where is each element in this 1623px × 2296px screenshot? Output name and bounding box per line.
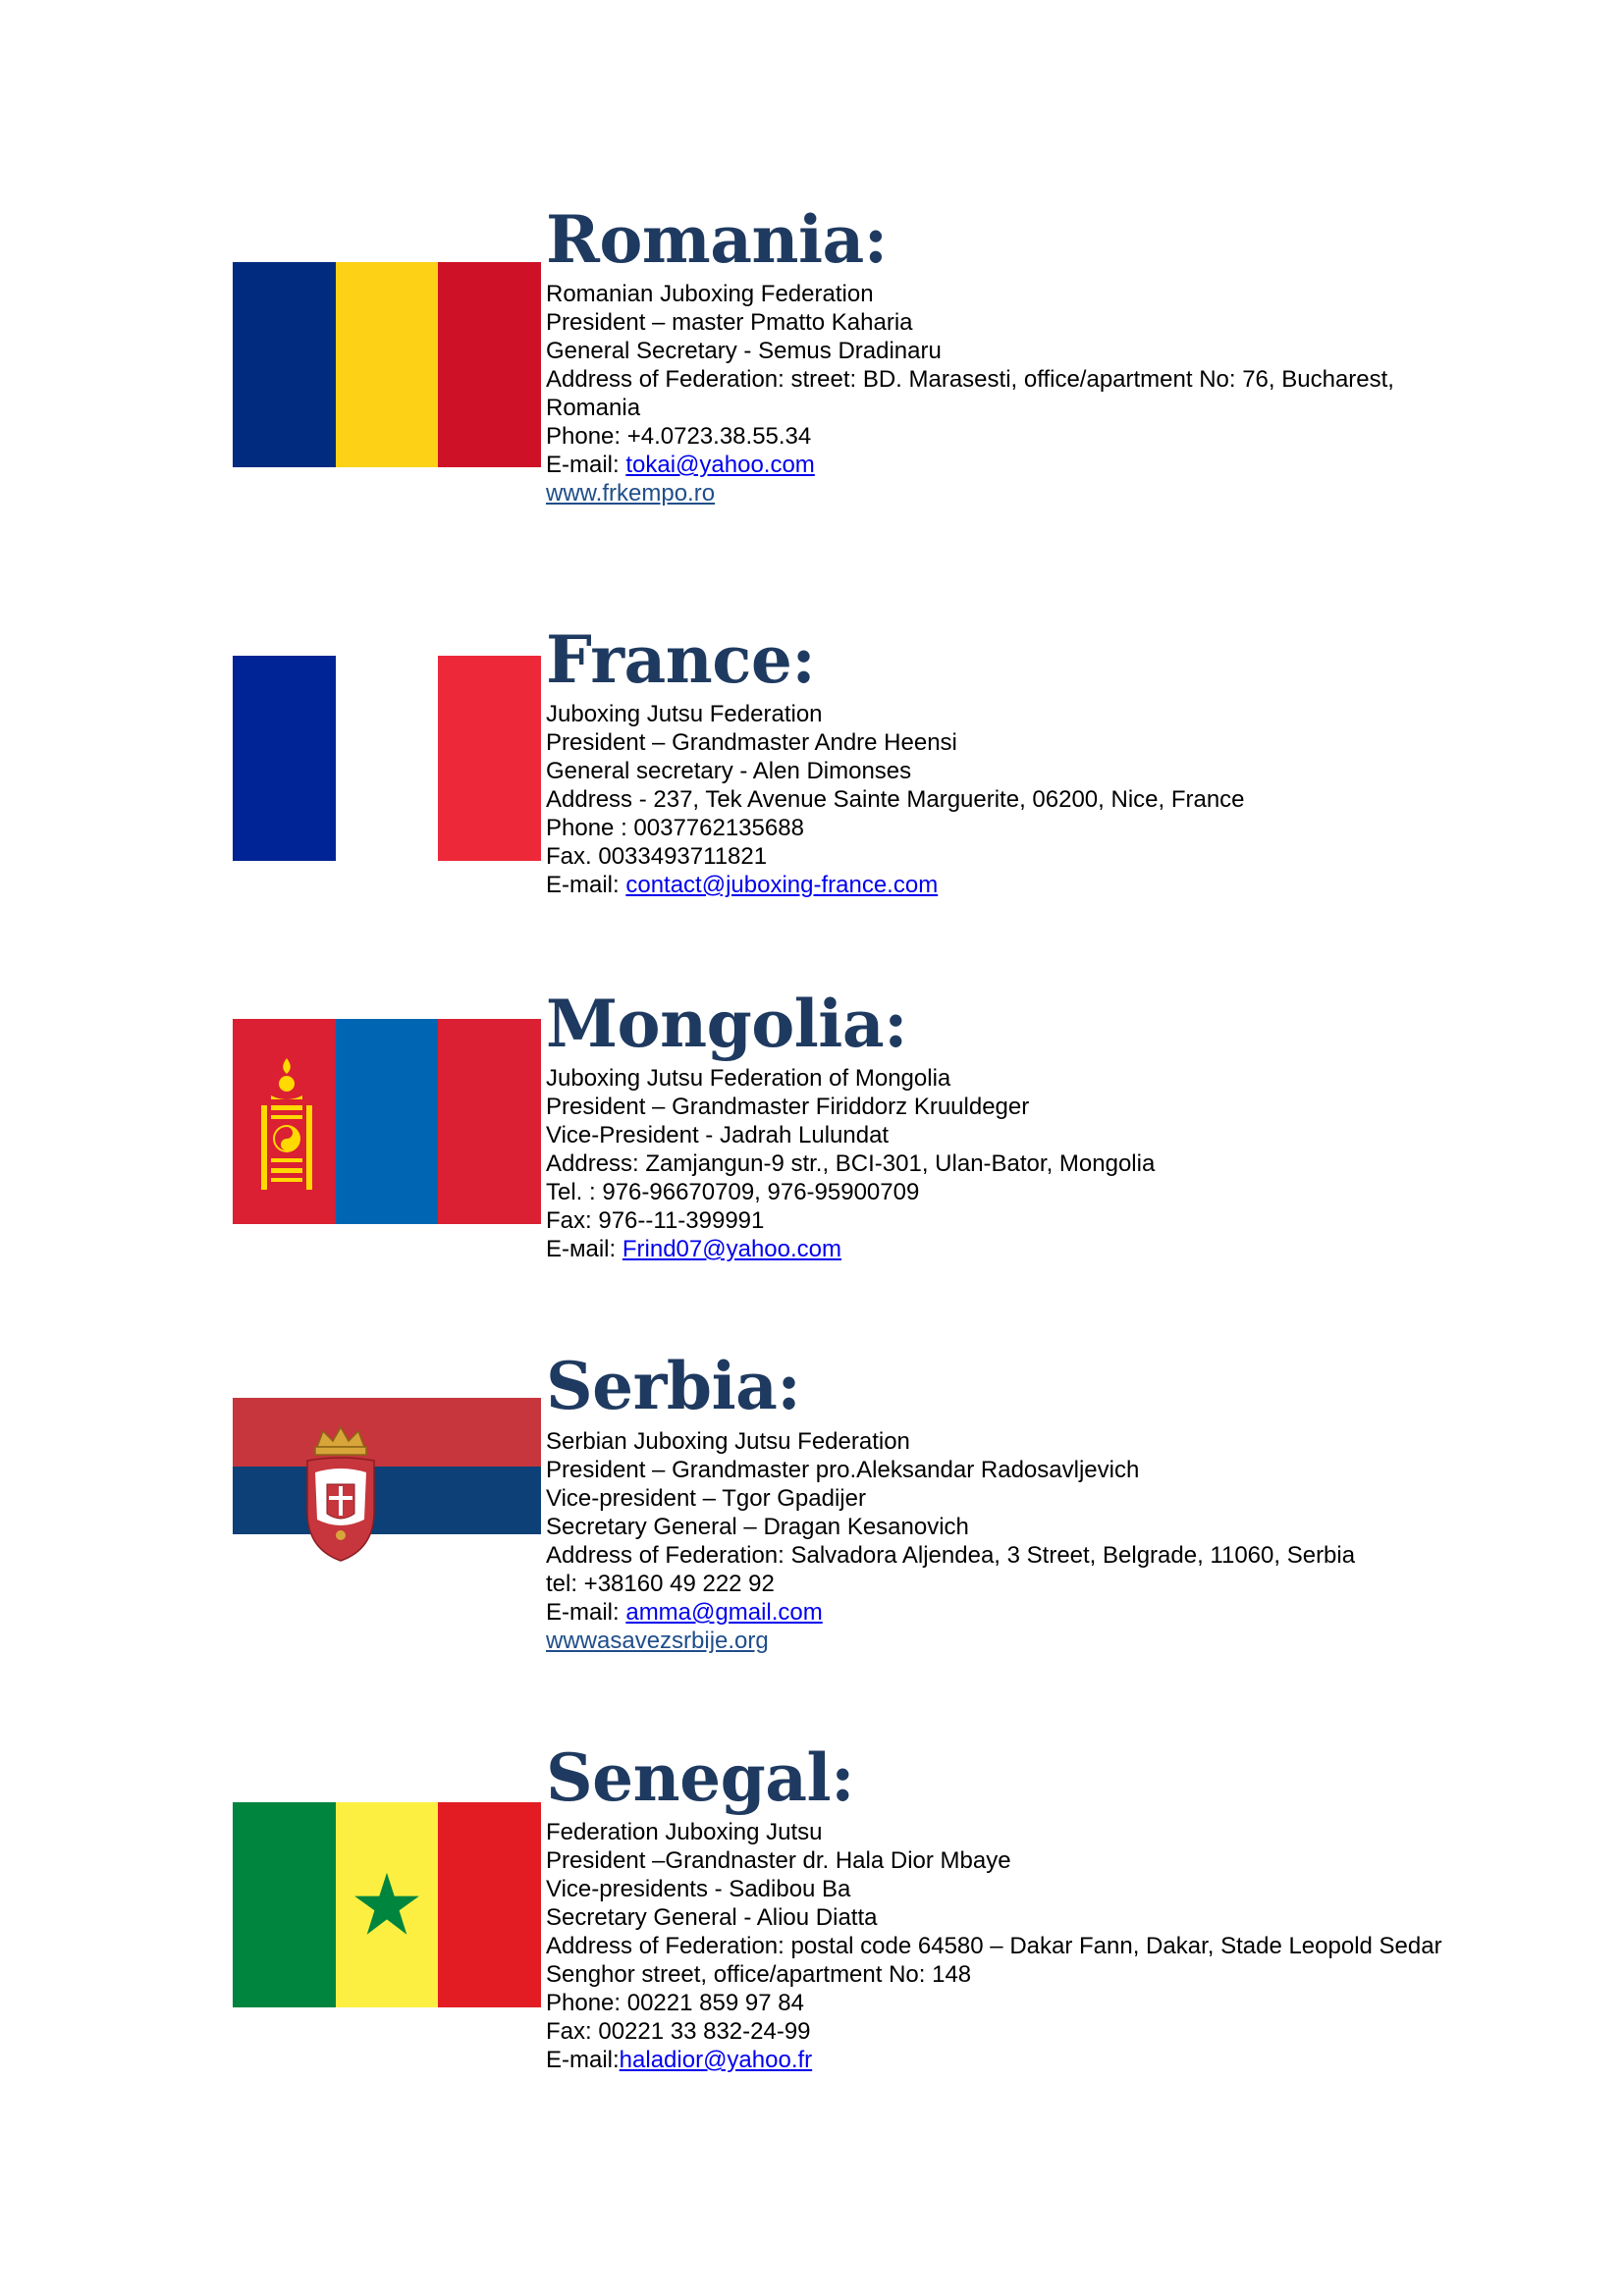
flag-stripe	[336, 262, 439, 467]
senegal-flag-icon	[233, 1802, 541, 2007]
mongolia-flag-icon	[233, 1019, 541, 1224]
detail-line: Tel. : 976-96670709, 976-95900709	[546, 1179, 920, 1205]
flag-stripe	[438, 262, 541, 467]
flag-stripe	[233, 262, 336, 467]
email-link[interactable]: amma@gmail.com	[625, 1599, 823, 1626]
country-heading: Mongolia:	[546, 986, 908, 1062]
detail-line: Phone: 00221 859 97 84	[546, 1990, 804, 2016]
federation-details	[546, 280, 1528, 507]
flag-stripe	[438, 1019, 541, 1224]
email-label: E-mail:	[546, 2047, 620, 2073]
email-label: E-mail:	[546, 1599, 626, 1626]
serbia-flag-icon	[233, 1398, 541, 1603]
detail-line: Address of Federation: Salvadora Aljendea, 3 Street, Belgrade, 11060, Serbia	[546, 1542, 1356, 1569]
detail-line: Secretary General - Aliou Diatta	[546, 1904, 878, 1931]
flag-stripe	[438, 1802, 541, 2007]
country-heading: Senegal:	[546, 1739, 854, 1816]
email-link[interactable]: Frind07@yahoo.com	[622, 1236, 841, 1262]
detail-line: Juboxing Jutsu Federation of Mongolia	[546, 1065, 951, 1092]
flag-stripe	[233, 1467, 541, 1535]
detail-line: Address of Federation: street: BD. Marasesti, office/apartment No: 76, Bucharest, Romania	[546, 366, 1394, 421]
detail-line: President – Grandmaster Firiddorz Kruuldeger	[546, 1094, 1030, 1120]
detail-line: Vice-presidents - Sadibou Ba	[546, 1876, 851, 1902]
federation-details	[546, 1427, 1528, 1655]
soyombo-emblem-icon	[257, 1056, 316, 1194]
email-line	[546, 451, 1528, 479]
website-link[interactable]: wwwasavezsrbije.org	[546, 1628, 769, 1654]
website-line	[546, 1627, 1528, 1655]
flag-stripe	[233, 1534, 541, 1603]
detail-line: General Secretary - Semus Dradinaru	[546, 338, 942, 364]
email-line	[546, 2046, 1528, 2074]
email-line	[546, 1235, 1528, 1263]
website-line	[546, 479, 1528, 507]
email-label: E-mail:	[546, 452, 626, 478]
detail-line: Federation Juboxing Jutsu	[546, 1819, 823, 1845]
email-link[interactable]: tokai@yahoo.com	[625, 452, 815, 478]
email-label: E-мail:	[546, 1236, 622, 1262]
detail-line: Phone: +4.0723.38.55.34	[546, 423, 812, 450]
detail-line: Address - 237, Tek Avenue Sainte Marguerite, 06200, Nice, France	[546, 786, 1245, 813]
federation-details	[546, 700, 1528, 899]
flag-stripe	[438, 656, 541, 861]
detail-line: President – master Pmatto Kaharia	[546, 309, 913, 336]
detail-line: Serbian Juboxing Jutsu Federation	[546, 1428, 910, 1455]
country-heading: France:	[546, 621, 816, 698]
france-flag-icon	[233, 656, 541, 861]
detail-line: Address of Federation: postal code 64580 – Dakar Fann, Dakar, Stade Leopold Sedar Senghor street, office/apartment No: 148	[546, 1933, 1442, 1988]
detail-line: President – Grandmaster Andre Heensi	[546, 729, 957, 756]
email-line	[546, 871, 1528, 899]
detail-line: Romanian Juboxing Federation	[546, 281, 874, 307]
detail-line: Vice-president – Tgor Gpadijer	[546, 1485, 866, 1512]
email-link[interactable]: contact@juboxing-france.com	[625, 872, 939, 898]
coat-of-arms-icon	[301, 1425, 380, 1563]
romania-flag-icon	[233, 262, 541, 467]
detail-line: Fax. 0033493711821	[546, 843, 768, 870]
federation-details	[546, 1818, 1528, 2074]
country-heading: Romania:	[546, 201, 888, 278]
detail-line: Secretary General – Dragan Kesanovich	[546, 1514, 969, 1540]
flag-stripe	[336, 1019, 439, 1224]
detail-line: Address: Zamjangun-9 str., BCI-301, Ulan-Bator, Mongolia	[546, 1150, 1156, 1177]
detail-line: tel: +38160 49 222 92	[546, 1571, 775, 1597]
flag-stripe	[233, 1802, 336, 2007]
detail-line: Fax: 00221 33 832-24-99	[546, 2018, 811, 2045]
star-icon	[352, 1870, 421, 1939]
detail-line: President –Grandnaster dr. Hala Dior Mbaye	[546, 1847, 1011, 1874]
flag-stripe	[233, 656, 336, 861]
detail-line: Vice-President - Jadrah Lulundat	[546, 1122, 890, 1148]
website-link[interactable]: www.frkempo.ro	[546, 480, 716, 507]
detail-line: Phone : 0037762135688	[546, 815, 804, 841]
detail-line: Fax: 976--11-399991	[546, 1207, 765, 1234]
country-heading: Serbia:	[546, 1348, 801, 1424]
detail-line: Juboxing Jutsu Federation	[546, 701, 823, 727]
detail-line: General secretary - Alen Dimonses	[546, 758, 912, 784]
flag-stripe	[336, 656, 439, 861]
email-label: E-mail:	[546, 872, 626, 898]
flag-stripe	[233, 1398, 541, 1467]
email-link[interactable]: haladior@yahoo.fr	[619, 2047, 813, 2073]
email-line	[546, 1598, 1528, 1627]
federation-details	[546, 1064, 1528, 1263]
detail-line: President – Grandmaster pro.Aleksandar Radosavljevich	[546, 1457, 1140, 1483]
